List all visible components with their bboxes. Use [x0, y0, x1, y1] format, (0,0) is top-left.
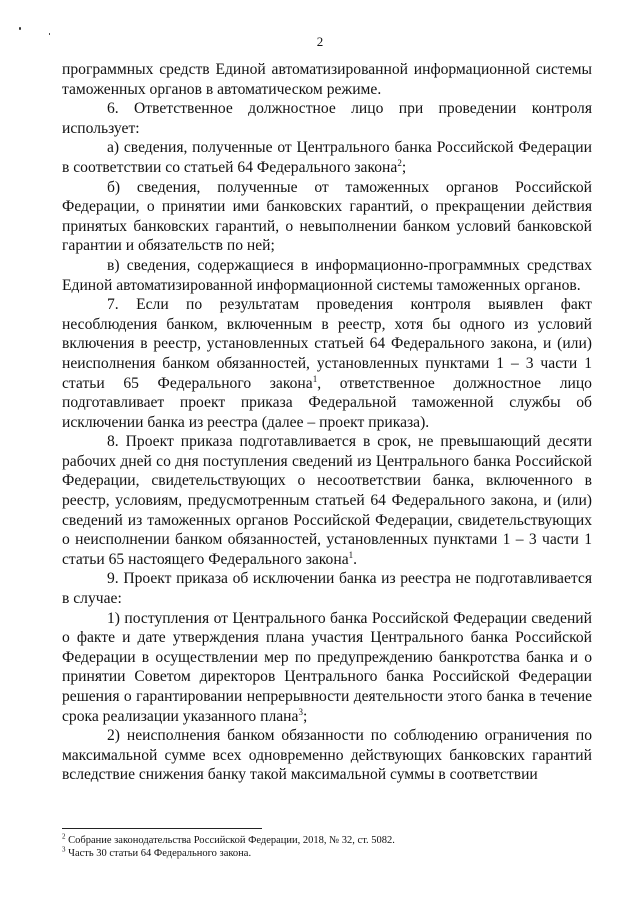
- footnote-item: $^3$ Часть 30 статьи 64 Федерального закона.: [62, 845, 252, 859]
- footnote-ref[interactable]: 2: [397, 157, 402, 168]
- paragraph-subitem-b: б) сведения, полученные от таможенных органов Российской Федерации, о принятии ими банковских гарантий, о прекращении действия принятых банковских гарантий, о невыполнении банком условий банковской гарантии и обязательств по ней;: [62, 178, 592, 255]
- paragraph-item-6: 6. Ответственное должностное лицо при проведении контроля использует:: [62, 100, 592, 137]
- footnote-ref[interactable]: 1: [348, 549, 354, 560]
- paragraph-item-8: 8. Проект приказа подготавливается в срок, не превышающий десяти рабочих дней со дня поступления сведений из Центрального банка Российской Федерации, свидетельствующих о несоответствии банка, включенного в реестр, условиям, предусмотренным статьей 64 Федерального закона, и (или) сведений из таможенных органов Российской Федерации, свидетельствующих о неисполнении банком обязанностей, установленных пунктами 1 – 3 части 1 статьи 65 настоящего Федерального закона$^1$.: [62, 433, 592, 568]
- paragraph-continuation: программных средств Единой автоматизированной информационной системы таможенных органов в автоматическом режиме.: [62, 61, 592, 98]
- page-number: 2: [316, 34, 324, 49]
- paragraph-subitem-2: 2) неисполнения банком обязанности по соблюдению ограничения по максимальной сумме всех одновременно действующих банковских гарантий вследствие снижения банку такой максимальной суммы в соответствии: [62, 727, 592, 784]
- footnote-ref[interactable]: 1: [312, 373, 318, 384]
- footnote-item: $^2$ Собрание законодательства Российской Федерации, 2018, № 32, ст. 5082.: [62, 832, 395, 846]
- paragraph-item-9: 9. Проект приказа об исключении банка из реестра не подготавливается в случае:: [62, 570, 592, 608]
- paragraph-item-7: 7. Если по результатам проведения контроля выявлен факт несоблюдения банком, включенным в реестр, хотя бы одного из условий включения в реестр, установленных статьей 64 Федерального закона, и (или) неисполнения банком обязанностей, установленных пунктами 1 – 3 части 1 статьи 65 Федерального закона$^1$, ответственное должностное лицо подготавливает проект приказа Федеральной таможенной службы об исключении банка из реестра (далее – проект приказа).: [62, 296, 592, 431]
- document-body: [62, 60, 592, 785]
- paragraph-subitem-v: в) сведения, содержащиеся в информационно-программных средствах Единой автоматизированной информационной системы таможенных органов.: [62, 256, 592, 294]
- footnotes: [62, 834, 592, 860]
- scan-speck: [19, 27, 21, 30]
- paragraph-subitem-a: а) сведения, полученные от Центрального банка Российской Федерации в соответствии со статьей 64 Федерального закона$^2$;: [62, 139, 592, 176]
- footnote-divider: [62, 828, 262, 829]
- footnote-ref[interactable]: 3: [298, 706, 303, 717]
- paragraph-subitem-1: 1) поступления от Центрального банка Российской Федерации сведений о факте и дате утверждения плана участия Центрального банка Российской Федерации в осуществлении мер по предупреждению банкротства банка и о принятии Советом директоров Центрального банка Российской Федерации решения о гарантировании непрерывности деятельности этого банка в течение срока реализации указанного плана$^3$;: [62, 609, 592, 725]
